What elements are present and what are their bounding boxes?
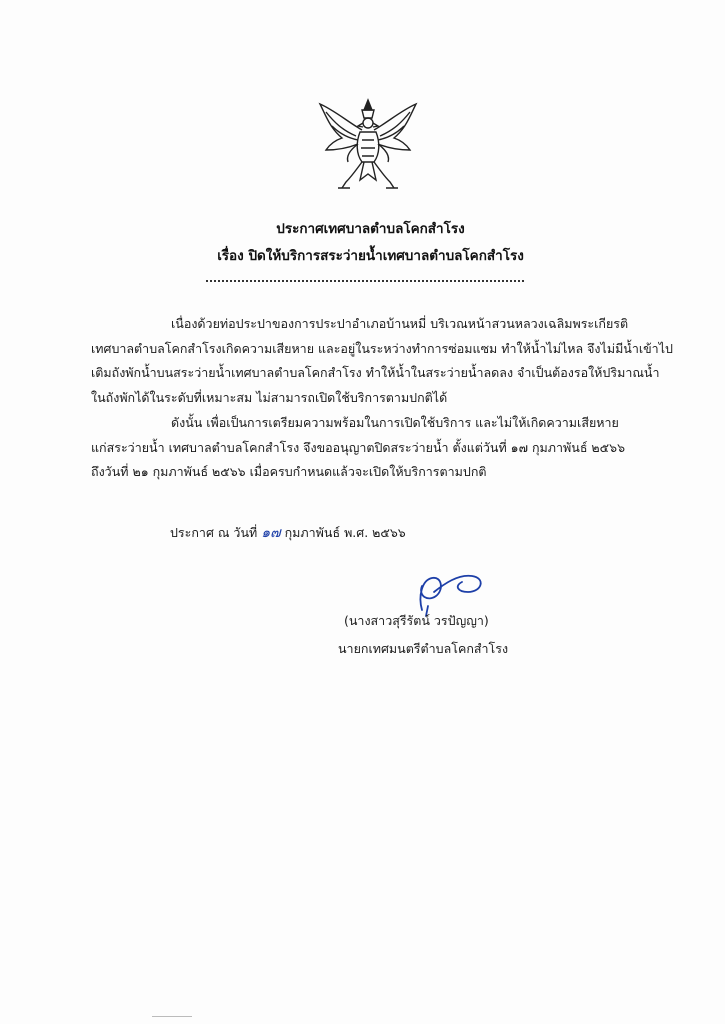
paragraph-line: แก่สระว่ายน้ำ เทศบาลตำบลโคกสำโรง จึงขออนุญาตปิดสระว่ายน้ำ ตั้งแต่วันที่ ๑๗ กุมภาพันธ์ ๒๕๖๖: [91, 439, 626, 455]
announcement-title: ประกาศเทศบาลตำบลโคกสำโรง: [276, 221, 465, 237]
signer-name: (นางสาวสุรีรัตน์ วรปัญญา): [344, 613, 489, 628]
scan-edge-mark: [152, 1016, 192, 1017]
paragraph-closure: [91, 411, 661, 485]
announce-day-handwritten: ๑๗: [261, 525, 281, 541]
paragraph-line: เทศบาลตำบลโคกสำโรงเกิดความเสียหาย และอยู่ในระหว่างทำการซ่อมแซม ทำให้น้ำไม่ไหล จึงไม่มีน้ำเข้าไป: [91, 340, 673, 356]
announcement-subject: เรื่อง ปิดให้บริการสระว่ายน้ำเทศบาลตำบลโคกสำโรง: [217, 248, 524, 264]
announcement-date: [170, 522, 406, 544]
signer-title: นายกเทศมนตรีตำบลโคกสำโรง: [338, 641, 509, 656]
paragraph-reason: [91, 312, 673, 410]
paragraph-line: ในถังพักได้ในระดับที่เหมาะสม ไม่สามารถเปิดใช้บริการตามปกติได้: [91, 389, 448, 405]
paragraph-line: ถึงวันที่ ๒๑ กุมภาพันธ์ ๒๕๖๖ เมื่อครบกำหนดแล้วจะเปิดให้บริการตามปกติ: [91, 464, 487, 479]
paragraph-line: เติมถังพักน้ำบนสระว่ายน้ำเทศบาลตำบลโคกสำโรง ทำให้น้ำในสระว่ายน้ำลดลง จำเป็นต้องรอให้ปริมาณน้ำ: [91, 365, 660, 380]
announce-prefix: ประกาศ ณ วันที่: [170, 525, 262, 540]
paragraph-line: ดังนั้น เพื่อเป็นการเตรียมความพร้อมในการเปิดใช้บริการ และไม่ให้เกิดความเสียหาย: [171, 415, 619, 430]
announce-suffix: กุมภาพันธ์ พ.ศ. ๒๕๖๖: [280, 525, 406, 540]
dotted-divider: [206, 280, 524, 282]
paragraph-line: เนื่องด้วยท่อประปาของการประปาอำเภอบ้านหมี่ บริเวณหน้าสวนหลวงเฉลิมพระเกียรติ: [171, 316, 629, 331]
garuda-emblem-icon: [312, 96, 424, 196]
